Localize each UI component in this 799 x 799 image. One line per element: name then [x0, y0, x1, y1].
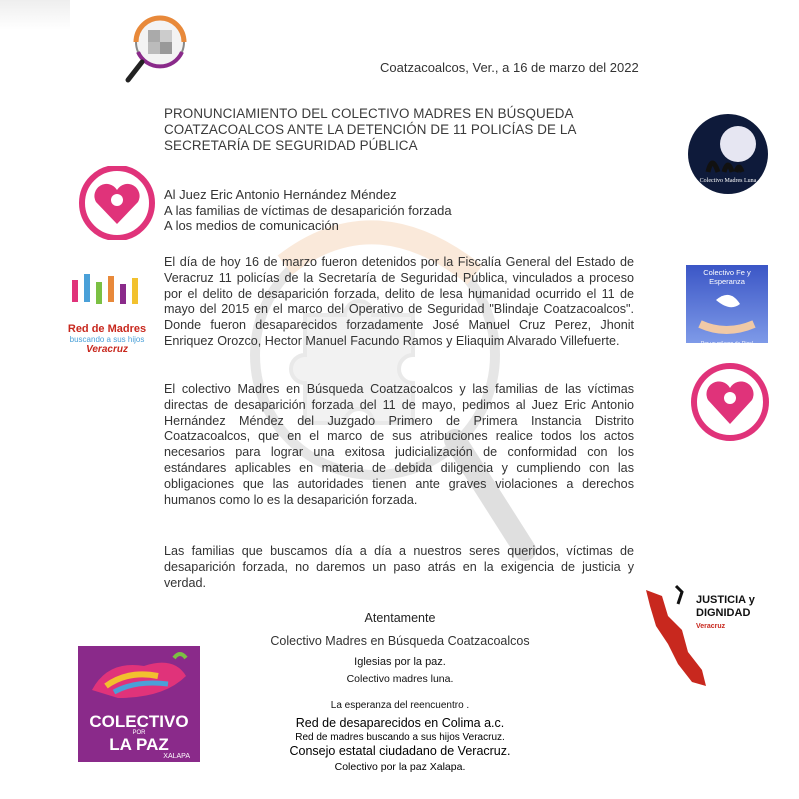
org-consejo: Consejo estatal ciudadano de Veracruz.	[289, 744, 511, 758]
justicia-line1: JUSTICIA y	[696, 594, 755, 606]
title-line-2: COATZACOALCOS ANTE LA DETENCIÓN DE 11 POLICÍAS DE LA	[164, 122, 577, 137]
org-iglesias: Iglesias por la paz.	[354, 656, 446, 668]
justicia-line3: Veracruz	[696, 623, 726, 630]
paz-line3: LA PAZ	[109, 735, 169, 754]
org-esperanza: La esperanza del reencuentro .	[330, 700, 470, 711]
justicia-line2: DIGNIDAD	[696, 607, 751, 619]
signatory: Colectivo Madres en Búsqueda Coatzacoalcos	[270, 634, 530, 648]
document-title	[164, 106, 604, 154]
org-madres-luna: Colectivo madres luna.	[346, 673, 454, 685]
paragraph-commitment: Las familias que buscamos día a día a nuestros seres queridos, víctimas de desaparición forzada, no daremos un paso atrás en la exigencia de justicia y verdad.	[164, 544, 634, 590]
red-madres-line3: Veracruz	[86, 344, 128, 355]
title-line-3: SECRETARÍA DE SEGURIDAD PÚBLICA	[164, 138, 418, 153]
paragraph-detention: El día de hoy 16 de marzo fueron detenidos por la Fiscalía General del Estado de Veracruz 11 policías de la Secretaría de Seguridad Pública, vinculados a proceso por el delito de desaparición forzada, delito de lesa humanidad ocurrido el 11 de mayo del 2015 en el marco del Operativo de Seguridad "Blindaje Coatzacoalcos". Donde fueron desaparecidos forzadamente José Manuel Cruz Perez, Jhonit Enriquez Orozco, Hector Manuel Facundo Ramos y Eliaquim Alvarado Villefuerte.	[164, 255, 634, 348]
unidas-por-amor-logo-right	[690, 362, 770, 442]
addressees	[164, 187, 452, 234]
org-red-madres: Red de madres buscando a sus hijos Veracruz.	[295, 732, 505, 743]
org-red-colima: Red de desaparecidos en Colima a.c.	[295, 716, 505, 730]
closing-atentamente: Atentamente	[364, 611, 436, 625]
red-madres-line2: buscando a sus hijos	[69, 335, 145, 344]
paz-line4: XALAPA	[163, 753, 190, 760]
justicia-dignidad-logo	[642, 582, 760, 690]
scan-shadow	[0, 0, 70, 30]
addressee-media: A los medios de comunicación	[164, 218, 339, 233]
dove-hands-icon	[686, 286, 768, 336]
red-madres-line1: Red de Madres	[67, 323, 147, 335]
fe-esperanza-title: Colectivo Fe y Esperanza	[703, 268, 751, 286]
addressee-families: A las familias de víctimas de desaparición forzada	[164, 202, 452, 218]
org-colectivo-paz: Colectivo por la paz Xalapa.	[334, 761, 466, 773]
title-line-1: PRONUNCIAMIENTO DEL COLECTIVO MADRES EN BÚSQUEDA	[164, 106, 574, 121]
madres-busqueda-logo	[118, 6, 198, 86]
fe-esperanza-tagline: Por un milagro de Dios!	[700, 341, 754, 347]
madres-luna-text: Colectivo Madres Luna	[699, 178, 757, 184]
paz-line1: COLECTIVO	[89, 712, 189, 731]
document-date: Coatzacoalcos, Ver., a 16 de marzo del 2022	[380, 60, 639, 75]
fe-esperanza-logo	[686, 265, 768, 347]
red-de-madres-logo	[58, 262, 156, 354]
paz-line2: POR	[132, 730, 146, 736]
madres-luna-logo	[686, 112, 770, 196]
unidas-por-amor-logo-left	[78, 166, 156, 240]
red-madres-figures-icon	[58, 262, 156, 314]
addressee-judge: Al Juez Eric Antonio Hernández Méndez	[164, 187, 397, 202]
paragraph-request: El colectivo Madres en Búsqueda Coatzacoalcos y las familias de las víctimas directas de desaparición forzada del 11 de mayo, pedimos al Juez Eric Antonio Hernández Méndez del Juzgado Primero de Primera Instancia Distrito Coatzacoalcos, que en el marco de sus atribuciones realice todos los actos necesarios para lograr una exitosa judicialización de conformidad con los estándares aplicables en materia de debida diligencia y cumpliendo con las obligaciones que las autoridades tienen ante graves violaciones a derechos humanos como lo es la desaparición forzada.	[164, 382, 634, 507]
